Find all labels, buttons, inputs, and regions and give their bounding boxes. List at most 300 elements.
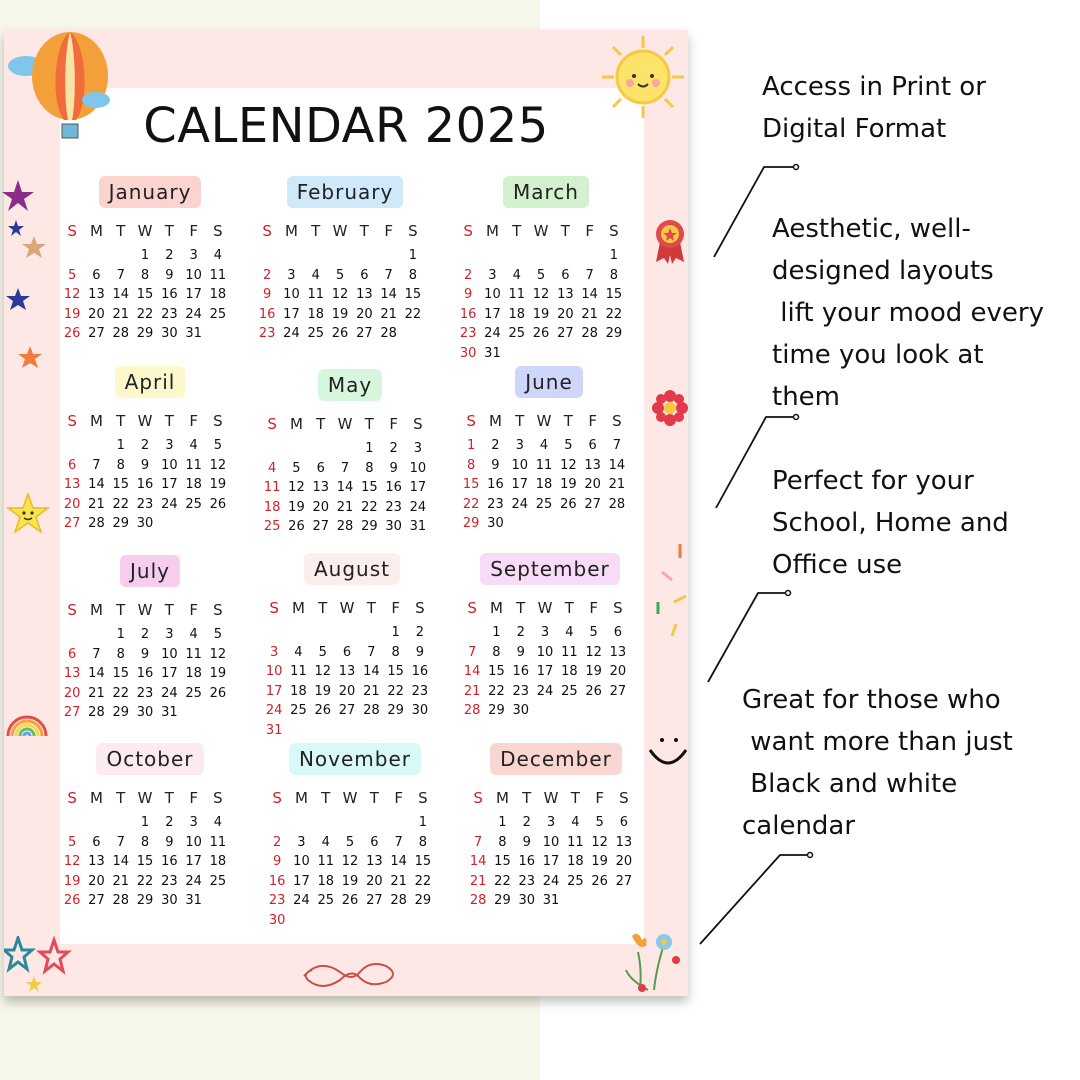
day-cell: 1 [498,815,507,830]
day-cell: 30 [161,326,178,341]
day-cell: 23 [161,306,178,322]
day-cell: 15 [404,287,422,302]
day-cell: 2 [516,625,525,640]
day-cell: 12 [63,287,81,302]
day-cell: 19 [63,873,81,889]
month-label: December [490,743,622,775]
day-cell: 6 [316,460,325,476]
day-cell: 29 [136,893,154,908]
day-cell: 3 [287,267,296,283]
weekday-header: W [536,412,552,430]
weekday-header: S [619,789,629,807]
day-cell: 11 [508,287,526,302]
day-cell: 14 [88,666,105,681]
day-cell: 13 [584,457,601,473]
day-cell: 10 [536,644,554,660]
day-cell: 20 [88,873,105,889]
day-cell: 30 [268,912,286,928]
day-cell: 21 [390,873,407,889]
day-cell: 15 [414,854,432,869]
calendar-title: CALENDAR 2025 [143,98,549,154]
weekday-header: F [189,222,198,240]
day-cell: 26 [532,326,550,341]
day-cell: 5 [292,460,301,476]
day-cell: 25 [290,703,307,718]
day-cell: 28 [581,326,598,341]
day-cell: 26 [585,683,602,699]
day-cell: 27 [63,705,81,720]
day-cell: 7 [92,646,101,662]
day-cell: 17 [511,477,529,492]
day-cell: 20 [615,854,633,869]
day-cell: 25 [263,519,281,534]
day-cell: 24 [161,496,178,512]
day-cell: 27 [312,519,330,534]
day-cell: 25 [307,326,325,341]
day-cell: 11 [307,287,325,302]
day-cell: 9 [415,644,425,660]
day-cell: 9 [140,646,150,662]
connector-line [714,167,796,257]
weekday-header: W [332,222,348,240]
day-cell: 21 [112,873,130,889]
day-cell: 16 [411,664,429,679]
day-cell: 9 [165,267,174,283]
weekday-header: M [284,222,298,240]
day-cell: 4 [294,644,303,660]
day-cell: 10 [542,834,560,850]
weekday-header: W [339,599,355,617]
day-cell: 15 [112,477,130,492]
connector-line [708,593,788,682]
day-cell: 19 [532,306,550,322]
weekday-header: S [67,789,77,807]
day-cell: 20 [88,306,105,322]
weekday-header: S [213,222,223,240]
day-cell: 13 [312,480,330,495]
day-cell: 5 [318,644,327,660]
weekday-header: F [189,789,198,807]
day-cell: 18 [535,477,553,492]
day-cell: 24 [484,326,501,341]
weekday-header: M [485,222,499,240]
weekday-header: S [267,415,277,433]
day-cell: 14 [469,854,487,869]
day-cell: 8 [140,834,150,850]
day-cell: 18 [561,664,578,679]
day-cell: 13 [88,287,105,302]
day-cell: 16 [487,477,504,492]
connector-line [716,417,796,508]
day-cell: 24 [536,683,554,699]
month-label: January [99,176,202,208]
day-cell: 5 [536,267,546,283]
day-cell: 4 [512,267,521,283]
day-cell: 24 [161,685,178,701]
weekday-header: T [570,789,580,807]
day-cell: 7 [474,834,483,850]
day-cell: 18 [317,873,335,889]
day-cell: 11 [535,457,553,473]
day-cell: 8 [391,644,400,660]
weekday-header: T [564,599,574,617]
day-cell: 6 [92,267,101,283]
day-cell: 8 [418,834,428,850]
day-cell: 23 [136,496,154,512]
day-cell: 15 [605,287,623,302]
day-cell: 12 [591,834,608,850]
day-cell: 21 [608,477,626,492]
day-cell: 6 [613,625,623,640]
day-cell: 14 [581,287,598,302]
day-cell: 15 [494,854,511,869]
weekday-header: T [563,412,573,430]
day-cell: 12 [585,644,602,660]
weekday-header: S [415,599,425,617]
day-cell: 12 [560,457,577,473]
day-cell: 5 [589,625,598,640]
weekday-header: W [337,415,353,433]
feature-text-black-white: Great for those who want more than just Black and white calendar [742,685,1013,841]
day-cell: 1 [609,248,619,263]
weekday-header: F [189,412,198,430]
day-cell: 29 [112,516,130,531]
weekday-header: F [384,222,393,240]
day-cell: 12 [341,854,359,869]
day-cell: 17 [293,873,310,889]
day-cell: 16 [512,664,530,679]
day-cell: 9 [516,644,525,660]
day-cell: 25 [185,685,202,701]
day-cell: 2 [140,438,150,453]
day-cell: 30 [385,519,402,534]
day-cell: 3 [189,815,198,830]
day-cell: 5 [595,815,604,830]
day-cell: 7 [585,267,594,283]
month-label: June [515,366,583,398]
day-cell: 11 [185,646,202,662]
day-cell: 7 [92,457,101,473]
day-cell: 10 [185,834,202,850]
day-cell: 16 [459,306,477,322]
weekday-header: W [342,789,358,807]
weekday-header: S [613,599,623,617]
day-cell: 27 [584,496,601,512]
day-cell: 13 [609,644,627,660]
day-cell: 13 [88,854,105,869]
day-cell: 19 [341,873,359,889]
day-cell: 21 [88,685,105,701]
day-cell: 23 [268,893,286,908]
day-cell: 5 [335,267,345,283]
day-cell: 30 [136,516,154,531]
day-cell: 17 [484,306,501,322]
weekday-header: S [262,222,272,240]
day-cell: 26 [560,496,577,512]
day-cell: 6 [342,644,352,660]
day-cell: 22 [112,496,130,512]
day-cell: 27 [615,873,633,889]
day-cell: 25 [209,873,227,889]
day-cell: 4 [311,267,320,283]
weekday-header: S [463,222,473,240]
day-cell: 12 [63,854,81,869]
day-cell: 25 [185,496,202,512]
weekday-header: F [391,599,400,617]
month-label: September [480,553,620,585]
day-cell: 30 [136,705,154,720]
day-cell: 10 [293,854,310,869]
weekday-header: S [473,789,483,807]
day-cell: 13 [557,287,574,302]
day-cell: 16 [268,873,286,889]
day-cell: 25 [535,496,553,512]
weekday-header: T [560,222,570,240]
day-cell: 24 [283,326,300,341]
weekday-header: F [595,789,604,807]
day-cell: 31 [185,893,202,908]
day-cell: 8 [408,267,418,283]
day-cell: 11 [561,644,578,660]
day-cell: 27 [557,326,574,341]
weekday-header: S [272,789,282,807]
day-cell: 3 [189,248,198,263]
weekday-header: T [164,601,174,619]
day-cell: 3 [546,815,556,830]
month-label: April [115,366,186,398]
connector-line [700,855,810,944]
day-cell: 29 [361,519,378,534]
day-cell: 2 [491,438,500,453]
day-cell: 12 [314,664,332,679]
day-cell: 5 [564,438,573,453]
day-cell: 11 [567,834,584,850]
day-cell: 18 [263,499,281,515]
day-cell: 4 [321,834,330,850]
day-cell: 16 [161,287,178,302]
day-cell: 22 [414,873,432,889]
day-cell: 10 [511,457,529,473]
day-cell: 29 [462,516,480,531]
day-cell: 1 [418,815,428,830]
day-cell: 3 [515,438,524,453]
day-cell: 28 [336,519,354,534]
day-cell: 20 [63,685,81,701]
month-label: August [304,553,400,585]
day-cell: 18 [508,306,526,322]
day-cell: 7 [468,644,477,660]
day-cell: 6 [68,457,77,473]
day-cell: 21 [112,306,130,322]
day-cell: 15 [136,854,154,869]
month-label: November [289,743,421,775]
day-cell: 25 [561,683,578,699]
day-cell: 9 [522,834,531,850]
day-cell: 24 [293,893,310,908]
day-cell: 13 [63,477,81,492]
day-cell: 1 [467,438,476,453]
day-cell: 17 [265,683,283,699]
day-cell: 31 [185,326,202,341]
day-cell: 9 [273,854,282,869]
day-cell: 30 [411,703,429,718]
day-cell: 16 [161,854,178,869]
day-cell: 23 [487,496,504,512]
day-cell: 29 [494,893,511,908]
day-cell: 20 [338,683,356,699]
day-cell: 13 [338,664,356,679]
day-cell: 18 [185,477,202,492]
day-cell: 12 [209,457,227,473]
day-cell: 29 [488,703,505,718]
day-cell: 6 [561,267,570,283]
day-cell: 22 [494,873,511,889]
day-cell: 2 [165,248,174,263]
weekday-header: F [589,599,598,617]
day-cell: 16 [518,854,536,869]
day-cell: 21 [363,683,380,699]
weekday-header: M [89,789,103,807]
weekday-header: M [495,789,509,807]
day-cell: 1 [140,248,150,263]
day-cell: 23 [136,685,154,701]
day-cell: 27 [63,516,81,531]
day-cell: 7 [116,834,125,850]
weekday-header: T [321,789,331,807]
day-cell: 6 [92,834,101,850]
weekday-header: T [516,599,526,617]
month-label: March [503,176,589,208]
day-cell: 18 [290,683,307,699]
day-cell: 19 [209,666,227,681]
day-cell: 23 [512,683,530,699]
weekday-header: S [609,222,619,240]
weekday-header: S [467,599,477,617]
day-cell: 20 [356,306,373,322]
day-cell: 14 [608,457,626,473]
weekday-header: T [316,415,326,433]
weekday-header: T [116,601,126,619]
weekday-header: S [413,415,423,433]
day-cell: 1 [365,441,374,456]
day-cell: 12 [288,480,305,495]
day-cell: 16 [258,306,276,322]
day-cell: 4 [213,248,223,263]
weekday-header: F [394,789,403,807]
day-cell: 6 [588,438,597,453]
day-cell: 7 [394,834,403,850]
weekday-header: S [67,222,77,240]
day-cell: 2 [263,267,272,283]
day-cell: 18 [185,666,202,681]
day-cell: 2 [415,625,425,640]
day-cell: 14 [380,287,397,302]
day-cell: 9 [165,834,174,850]
day-cell: 21 [581,306,598,322]
day-cell: 10 [161,457,178,473]
day-cell: 26 [63,893,81,908]
weekday-header: W [137,601,153,619]
day-cell: 17 [161,666,178,681]
weekday-header: W [137,222,153,240]
weekday-header: S [612,412,622,430]
day-cell: 15 [387,664,404,679]
day-cell: 19 [209,477,227,492]
day-cell: 17 [161,477,178,492]
day-cell: 19 [288,499,305,515]
weekday-header: S [269,599,279,617]
day-cell: 2 [273,834,282,850]
day-cell: 8 [140,267,150,283]
day-cell: 28 [88,516,105,531]
day-cell: 22 [361,499,378,515]
day-cell: 3 [488,267,497,283]
weekday-header: M [488,412,502,430]
weekday-header: S [466,412,476,430]
month-label: February [287,176,404,208]
weekday-header: T [116,789,126,807]
day-cell: 2 [464,267,473,283]
day-cell: 30 [518,893,536,908]
day-cell: 5 [68,267,77,283]
day-cell: 25 [317,893,335,908]
day-cell: 29 [112,705,130,720]
day-cell: 8 [609,267,619,283]
weekday-header: T [366,599,376,617]
day-cell: 1 [140,815,150,830]
day-cell: 23 [411,683,429,699]
day-cell: 8 [365,460,374,476]
day-cell: 1 [408,248,418,263]
day-cell: 23 [518,873,536,889]
weekday-header: S [67,412,77,430]
day-cell: 4 [571,815,580,830]
day-cell: 31 [484,345,501,361]
day-cell: 22 [136,306,154,322]
day-cell: 7 [116,267,125,283]
day-cell: 21 [336,499,354,515]
day-cell: 18 [567,854,584,869]
weekday-header: M [89,601,103,619]
day-cell: 19 [591,854,608,869]
day-cell: 28 [112,893,130,908]
day-cell: 7 [384,267,393,283]
day-cell: 27 [88,893,105,908]
day-cell: 28 [112,326,130,341]
day-cell: 26 [209,685,227,701]
day-cell: 28 [608,496,626,512]
day-cell: 7 [612,438,622,453]
day-cell: 19 [331,306,349,322]
day-cell: 15 [112,666,130,681]
weekday-header: T [116,222,126,240]
day-cell: 25 [567,873,584,889]
day-cell: 7 [340,460,350,476]
day-cell: 22 [605,306,623,322]
day-cell: 9 [389,460,398,476]
weekday-header: S [408,222,418,240]
day-cell: 22 [404,306,422,322]
day-cell: 4 [268,460,277,476]
day-cell: 28 [463,703,481,718]
day-cell: 11 [263,480,281,495]
weekday-header: M [289,415,303,433]
day-cell: 14 [112,854,130,869]
day-cell: 31 [265,722,283,738]
weekday-header: T [116,412,126,430]
day-cell: 15 [361,480,378,495]
day-cell: 23 [385,499,402,515]
